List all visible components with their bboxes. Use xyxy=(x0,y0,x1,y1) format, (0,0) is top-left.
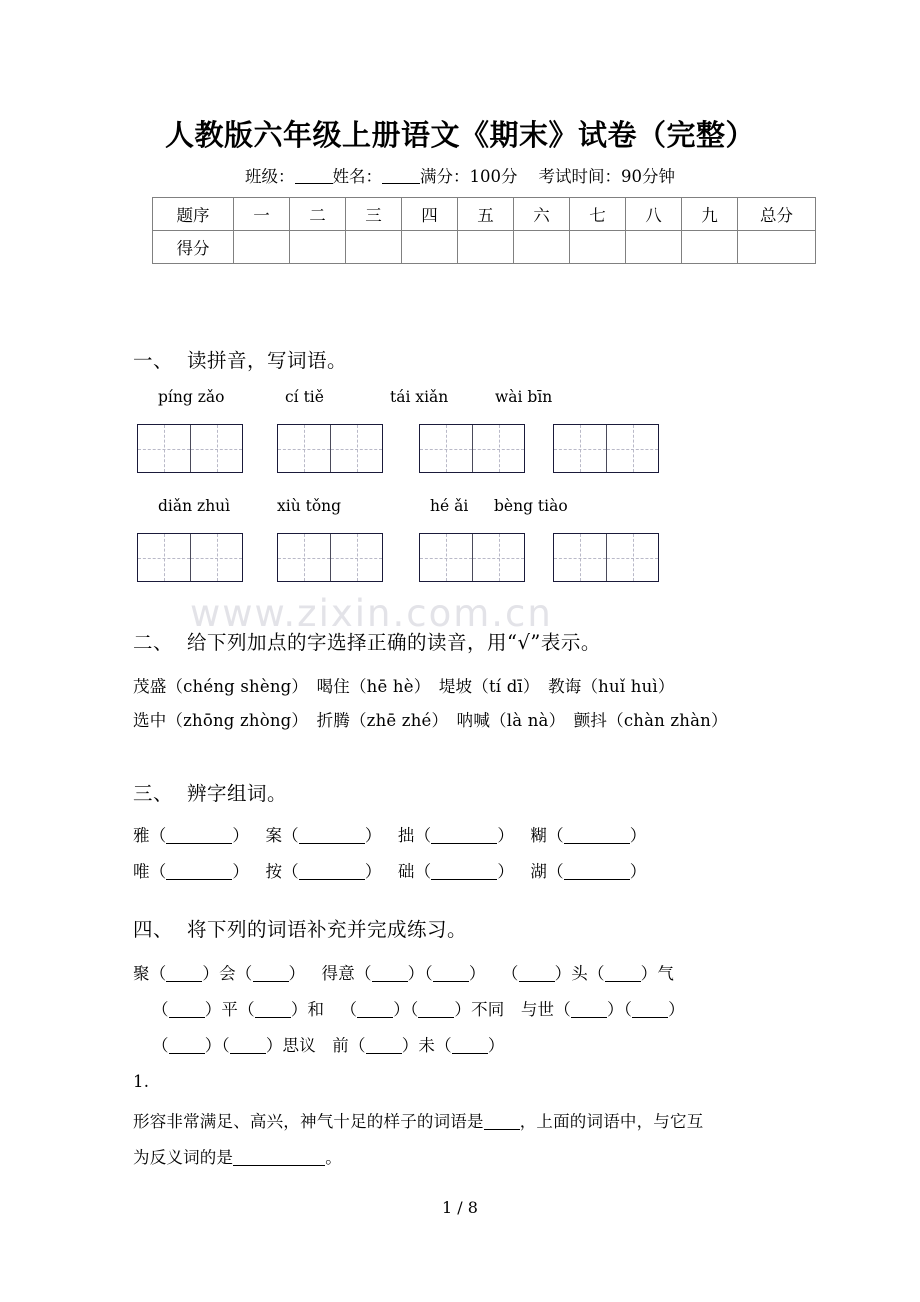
pinyin-label-2: cí tiě xyxy=(285,388,324,406)
score-cell-4[interactable] xyxy=(402,231,458,264)
col-header-2: 二 xyxy=(290,198,346,231)
tianzige-cell[interactable] xyxy=(606,534,658,581)
answer-blank[interactable] xyxy=(431,829,497,844)
answer-blank[interactable] xyxy=(169,1039,205,1054)
score-cell-1[interactable] xyxy=(234,231,290,264)
section-heading-3 xyxy=(133,778,287,806)
section-index-2: 二、 xyxy=(133,631,174,654)
question-text-part3: 为反义词的是 xyxy=(133,1148,234,1167)
full-score-label: 满分：100分 xyxy=(420,167,518,186)
page-title: 人教版六年级上册语文《期末》试卷（完整） xyxy=(164,118,755,152)
score-cell-9[interactable] xyxy=(682,231,738,264)
col-header-6: 六 xyxy=(514,198,570,231)
answer-blank[interactable] xyxy=(233,1151,325,1166)
tianzige-cell[interactable] xyxy=(190,534,242,581)
pinyin-label-5: diǎn zhuì xyxy=(158,497,231,515)
score-cell-2[interactable] xyxy=(290,231,346,264)
question-text-part2: ，上面的词语中，与它互 xyxy=(519,1112,704,1131)
pinyin-label-6: xiù tǒng xyxy=(277,497,342,515)
tianzige-box-5[interactable] xyxy=(137,533,243,582)
tianzige-cell[interactable] xyxy=(472,534,524,581)
answer-blank[interactable] xyxy=(433,967,469,982)
row-label-题序: 题序 xyxy=(153,198,234,231)
answer-blank[interactable] xyxy=(230,1039,266,1054)
pinyin-label-1: píng zǎo xyxy=(158,388,225,406)
pronunciation-line-1[interactable]: 茂盛（chéng shèng） 喝住（hē hè） 堤坡（tí dī） 教诲（huǐ huì） xyxy=(133,677,675,696)
answer-blank[interactable] xyxy=(372,967,408,982)
tianzige-box-8[interactable] xyxy=(553,533,659,582)
tianzige-cell[interactable] xyxy=(190,425,242,472)
answer-blank[interactable] xyxy=(452,1039,488,1054)
tianzige-cell[interactable] xyxy=(420,425,472,472)
page-number: 1 / 8 xyxy=(442,1198,478,1217)
answer-blank[interactable] xyxy=(357,1003,393,1018)
score-cell-8[interactable] xyxy=(626,231,682,264)
section-index-3: 三、 xyxy=(133,782,174,805)
tianzige-cell[interactable] xyxy=(330,425,382,472)
char-湖: 湖 xyxy=(530,862,548,881)
char-案: 案 xyxy=(265,826,283,845)
col-header-5: 五 xyxy=(458,198,514,231)
section-heading-1 xyxy=(133,345,347,373)
answer-blank[interactable] xyxy=(605,967,641,982)
section-title-1: 读拼音，写词语。 xyxy=(187,349,348,372)
question-number-1: 1. xyxy=(133,1072,150,1091)
answer-blank[interactable] xyxy=(431,865,497,880)
answer-blank[interactable] xyxy=(166,829,232,844)
score-cell-6[interactable] xyxy=(514,231,570,264)
tianzige-box-3[interactable] xyxy=(419,424,525,473)
answer-blank[interactable] xyxy=(299,865,365,880)
answer-blank[interactable] xyxy=(418,1003,454,1018)
tianzige-cell[interactable] xyxy=(554,534,606,581)
tianzige-cell[interactable] xyxy=(278,534,330,581)
pronunciation-line-2[interactable]: 选中（zhōng zhòng） 折腾（zhē zhé） 呐喊（là nà） 颤抖（chàn zhàn） xyxy=(133,711,728,730)
pinyin-label-7: hé ǎi xyxy=(430,497,469,515)
score-table xyxy=(152,197,816,264)
question-text-line-2[interactable] xyxy=(133,1144,342,1168)
section-index-1: 一、 xyxy=(133,349,174,372)
char-word-row-1: 雅（ ） 案（ ） 拙（ ） 糊（ ） xyxy=(133,826,647,845)
watermark: www.zixin.com.cn xyxy=(190,592,553,635)
score-cell-5[interactable] xyxy=(458,231,514,264)
name-label: 姓名： xyxy=(332,167,382,186)
pinyin-label-4: wài bīn xyxy=(495,388,553,406)
table-row-score xyxy=(153,231,816,264)
tianzige-cell[interactable] xyxy=(472,425,524,472)
tianzige-cell[interactable] xyxy=(330,534,382,581)
idiom-line-2[interactable]: （ ）平（ ）和 （ ）（ ）不同 与世（ ）（ ） xyxy=(152,1000,685,1019)
section-heading-2 xyxy=(133,627,601,655)
col-header-total: 总分 xyxy=(738,198,816,231)
char-糊: 糊 xyxy=(530,826,548,845)
answer-blank[interactable] xyxy=(564,829,630,844)
char-雅: 雅 xyxy=(133,826,150,845)
name-blank xyxy=(382,168,420,184)
question-text-line-1[interactable] xyxy=(133,1108,703,1132)
tianzige-box-7[interactable] xyxy=(419,533,525,582)
answer-blank[interactable] xyxy=(166,967,202,982)
question-text-part4: 。 xyxy=(325,1148,342,1167)
question-text-part1: 形容非常满足、高兴，神气十足的样子的词语是 xyxy=(133,1112,484,1131)
exam-time-label: 考试时间：90分钟 xyxy=(538,167,675,186)
tianzige-box-6[interactable] xyxy=(277,533,383,582)
answer-blank[interactable] xyxy=(366,1039,402,1054)
col-header-1: 一 xyxy=(234,198,290,231)
score-cell-3[interactable] xyxy=(346,231,402,264)
answer-blank[interactable] xyxy=(253,967,289,982)
score-cell-7[interactable] xyxy=(570,231,626,264)
section-heading-4 xyxy=(133,914,467,942)
col-header-4: 四 xyxy=(402,198,458,231)
idiom-line-1[interactable]: 聚（ ）会（ ） 得意（ ）（ ） （ ）头（ ）气 xyxy=(133,964,675,983)
char-础: 础 xyxy=(397,862,415,881)
answer-blank[interactable] xyxy=(519,967,555,982)
tianzige-cell[interactable] xyxy=(554,425,606,472)
tianzige-cell[interactable] xyxy=(138,425,190,472)
col-header-9: 九 xyxy=(682,198,738,231)
pinyin-label-8: bèng tiào xyxy=(494,497,568,515)
section-index-4: 四、 xyxy=(133,918,174,941)
table-row-header xyxy=(153,198,816,231)
tianzige-box-1[interactable] xyxy=(137,424,243,473)
tianzige-cell[interactable] xyxy=(420,534,472,581)
answer-blank[interactable] xyxy=(484,1115,520,1130)
section-title-3: 辨字组词。 xyxy=(187,782,288,805)
col-header-8: 八 xyxy=(626,198,682,231)
char-word-row-2: 唯（ ） 按（ ） 础（ ） 湖（ ） xyxy=(133,862,647,881)
row-label-得分: 得分 xyxy=(153,231,234,264)
exam-info-line xyxy=(0,163,920,187)
section-title-2: 给下列加点的字选择正确的读音，用“√”表示。 xyxy=(187,631,601,654)
section-title-4: 将下列的词语补充并完成练习。 xyxy=(187,918,468,941)
idiom-line-3[interactable]: （ ）（ ）思议 前（ ）未（ ） xyxy=(152,1036,505,1055)
answer-blank[interactable] xyxy=(166,865,232,880)
tianzige-box-4[interactable] xyxy=(553,424,659,473)
answer-blank[interactable] xyxy=(571,1003,607,1018)
col-header-7: 七 xyxy=(570,198,626,231)
score-cell-total[interactable] xyxy=(738,231,816,264)
tianzige-box-2[interactable] xyxy=(277,424,383,473)
class-blank xyxy=(295,168,333,184)
char-唯: 唯 xyxy=(133,862,150,881)
pinyin-label-3: tái xiǎn xyxy=(390,388,449,406)
answer-blank[interactable] xyxy=(255,1003,291,1018)
char-按: 按 xyxy=(265,862,283,881)
answer-blank[interactable] xyxy=(169,1003,205,1018)
col-header-3: 三 xyxy=(346,198,402,231)
tianzige-cell[interactable] xyxy=(138,534,190,581)
char-拙: 拙 xyxy=(397,826,415,845)
tianzige-cell[interactable] xyxy=(278,425,330,472)
answer-blank[interactable] xyxy=(632,1003,668,1018)
answer-blank[interactable] xyxy=(299,829,365,844)
answer-blank[interactable] xyxy=(564,865,630,880)
tianzige-cell[interactable] xyxy=(606,425,658,472)
class-label: 班级： xyxy=(245,167,295,186)
